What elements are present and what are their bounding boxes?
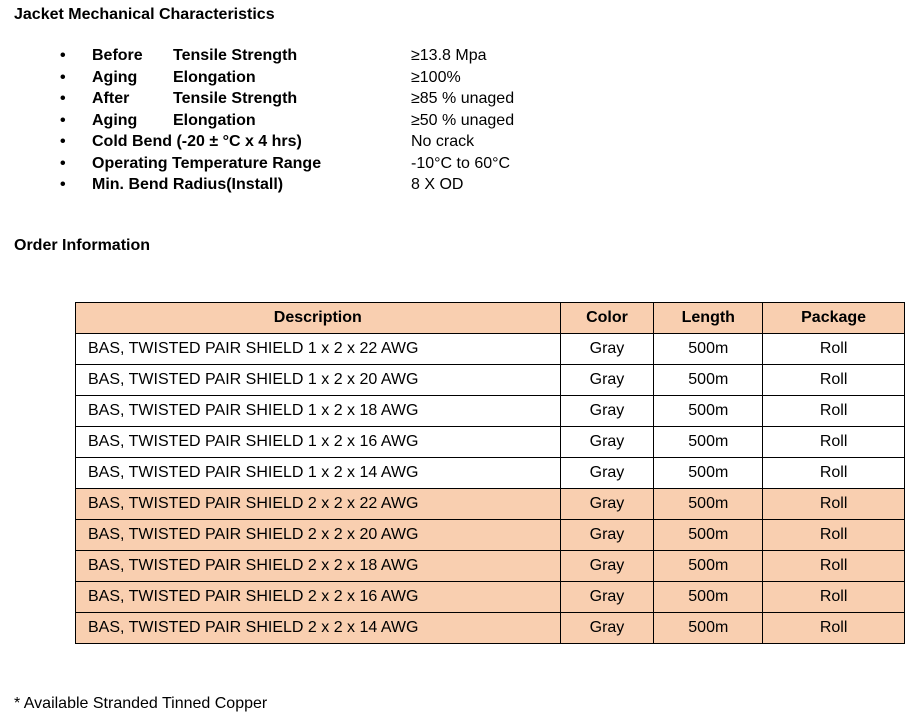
cell-color: Gray	[560, 427, 654, 458]
table-row	[76, 458, 905, 489]
table-row	[76, 427, 905, 458]
bullet-icon: •	[60, 68, 66, 86]
cell-length: 500m	[654, 582, 763, 613]
cell-length: 500m	[654, 489, 763, 520]
cell-package: Roll	[763, 396, 905, 427]
spec-item	[0, 67, 916, 89]
cell-package: Roll	[763, 427, 905, 458]
spec-value: -10°C to 60°C	[411, 154, 511, 172]
table-header-row	[76, 303, 905, 334]
cell-package: Roll	[763, 458, 905, 489]
column-header-color: Color	[560, 303, 654, 334]
cell-color: Gray	[560, 489, 654, 520]
cell-package: Roll	[763, 582, 905, 613]
table-row	[76, 582, 905, 613]
spec-value: ≥13.8 Mpa	[411, 47, 487, 64]
bullet-icon: •	[60, 133, 66, 150]
spec-item	[0, 88, 916, 110]
cell-color: Gray	[560, 458, 654, 489]
spec-item	[0, 153, 916, 175]
bullet-icon: •	[60, 154, 66, 172]
table-row	[76, 365, 905, 396]
cell-package: Roll	[763, 551, 905, 582]
jacket-spec-list	[0, 45, 916, 196]
spec-label: Cold Bend (-20 ± °C x 4 hrs)	[92, 133, 302, 150]
order-section-title: Order Information	[14, 237, 151, 254]
cell-package: Roll	[763, 613, 905, 644]
table-row	[76, 396, 905, 427]
cell-length: 500m	[654, 396, 763, 427]
cell-color: Gray	[560, 334, 654, 365]
table-row	[76, 334, 905, 365]
spec-label: Min. Bend Radius(Install)	[92, 176, 284, 193]
cell-color: Gray	[560, 520, 654, 551]
cell-description: BAS, TWISTED PAIR SHIELD 1 x 2 x 22 AWG	[76, 334, 561, 365]
cell-package: Roll	[763, 489, 905, 520]
spec-value: 8 X OD	[411, 176, 464, 193]
column-header-description: Description	[76, 303, 561, 334]
spec-label: Aging	[92, 111, 138, 129]
cell-length: 500m	[654, 334, 763, 365]
spec-item	[0, 45, 916, 67]
table-row	[76, 551, 905, 582]
spec-value: ≥85 % unaged	[411, 90, 515, 107]
cell-color: Gray	[560, 551, 654, 582]
spec-sublabel: Tensile Strength	[173, 47, 298, 64]
cell-length: 500m	[654, 365, 763, 396]
spec-sublabel: Elongation	[173, 111, 256, 129]
cell-description: BAS, TWISTED PAIR SHIELD 2 x 2 x 18 AWG	[76, 551, 561, 582]
cell-description: BAS, TWISTED PAIR SHIELD 2 x 2 x 14 AWG	[76, 613, 561, 644]
cell-description: BAS, TWISTED PAIR SHIELD 1 x 2 x 18 AWG	[76, 396, 561, 427]
cell-length: 500m	[654, 520, 763, 551]
spec-label: Aging	[92, 68, 138, 86]
column-header-package: Package	[763, 303, 905, 334]
cell-color: Gray	[560, 582, 654, 613]
jacket-section-title: Jacket Mechanical Characteristics	[14, 6, 275, 23]
spec-item	[0, 131, 916, 153]
bullet-icon: •	[60, 176, 66, 193]
cell-description: BAS, TWISTED PAIR SHIELD 2 x 2 x 20 AWG	[76, 520, 561, 551]
spec-sublabel: Elongation	[173, 68, 256, 86]
cell-color: Gray	[560, 613, 654, 644]
table-row	[76, 520, 905, 551]
bullet-icon: •	[60, 111, 66, 129]
cell-description: BAS, TWISTED PAIR SHIELD 1 x 2 x 14 AWG	[76, 458, 561, 489]
cell-color: Gray	[560, 396, 654, 427]
cell-package: Roll	[763, 334, 905, 365]
spec-value: No crack	[411, 133, 475, 150]
spec-label: After	[92, 90, 130, 107]
cell-description: BAS, TWISTED PAIR SHIELD 2 x 2 x 16 AWG	[76, 582, 561, 613]
cell-description: BAS, TWISTED PAIR SHIELD 2 x 2 x 22 AWG	[76, 489, 561, 520]
order-table	[75, 302, 905, 644]
cell-length: 500m	[654, 458, 763, 489]
cell-package: Roll	[763, 520, 905, 551]
spec-value: ≥50 % unaged	[411, 111, 515, 129]
column-header-length: Length	[654, 303, 763, 334]
table-row	[76, 613, 905, 644]
spec-item	[0, 110, 916, 132]
order-table-body	[76, 334, 905, 644]
cell-color: Gray	[560, 365, 654, 396]
spec-item	[0, 174, 916, 196]
cell-length: 500m	[654, 551, 763, 582]
cell-length: 500m	[654, 613, 763, 644]
spec-sublabel: Tensile Strength	[173, 90, 298, 107]
footnote: * Available Stranded Tinned Copper	[14, 695, 268, 712]
cell-description: BAS, TWISTED PAIR SHIELD 1 x 2 x 20 AWG	[76, 365, 561, 396]
table-row	[76, 489, 905, 520]
spec-label: Operating Temperature Range	[92, 154, 322, 172]
bullet-icon: •	[60, 47, 66, 64]
cell-length: 500m	[654, 427, 763, 458]
spec-value: ≥100%	[411, 68, 461, 86]
bullet-icon: •	[60, 90, 66, 107]
cell-package: Roll	[763, 365, 905, 396]
cell-description: BAS, TWISTED PAIR SHIELD 1 x 2 x 16 AWG	[76, 427, 561, 458]
spec-label: Before	[92, 47, 143, 64]
